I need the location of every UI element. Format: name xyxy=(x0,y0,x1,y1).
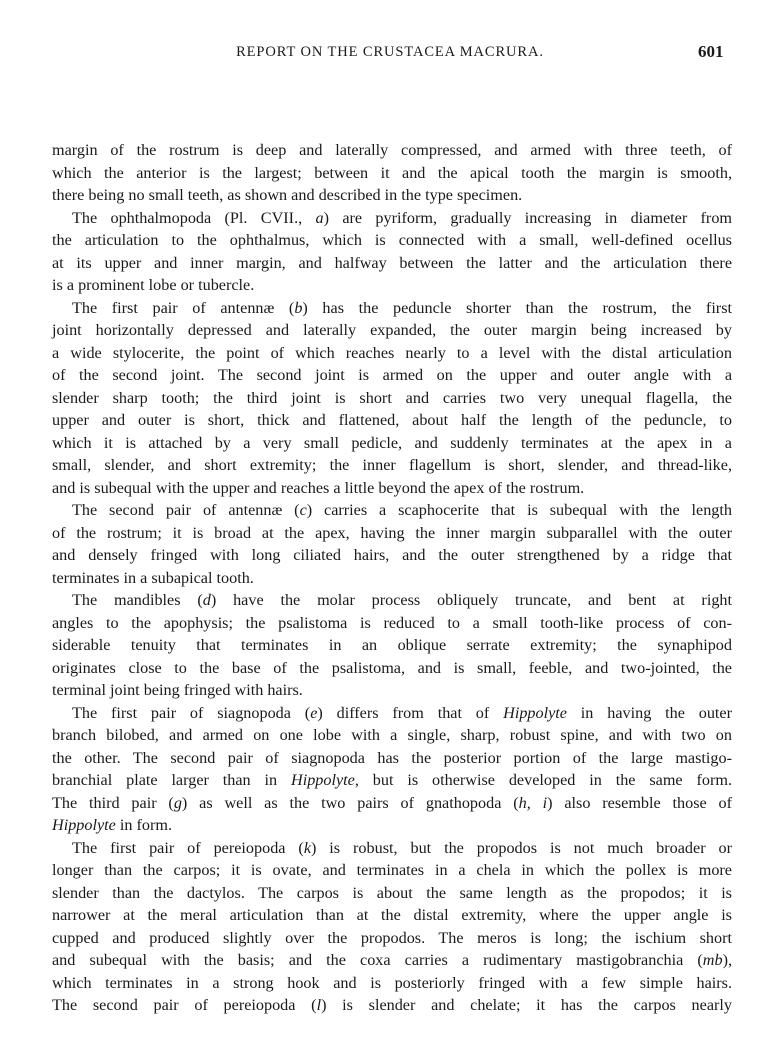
text-line xyxy=(52,792,732,815)
text-segment: ) carries a scaphocerite that is subequal with the length xyxy=(306,501,732,519)
text-line xyxy=(52,252,732,275)
italic-term: l xyxy=(316,996,322,1014)
text-segment: is a prominent lobe or tubercle. xyxy=(52,276,255,294)
text-line xyxy=(52,184,732,207)
text-line xyxy=(52,274,732,297)
text-line xyxy=(52,657,732,680)
italic-term: Hippolyte xyxy=(52,816,116,834)
text-segment: cupped and produced slightly over the propodos. The meros is long; the ischium short xyxy=(52,928,732,947)
text-segment: The first pair of pereiopoda ( xyxy=(72,838,304,857)
text-segment: of the rostrum; it is broad at the apex, having the inner margin subparallel with the outer xyxy=(52,523,732,542)
text-segment: and is subequal with the upper and reaches a little beyond the apex of the rostrum. xyxy=(52,478,585,497)
text-line xyxy=(52,162,732,185)
italic-term: mb xyxy=(702,951,723,969)
text-segment: ) are pyriform, gradually increasing in diameter from xyxy=(323,208,733,227)
text-segment: which terminates in a strong hook and is posteriorly fringed with a few simple hairs. xyxy=(52,973,732,992)
text-line xyxy=(52,859,732,882)
text-line xyxy=(52,319,732,342)
text-segment: of the second joint. The second joint is armed on the upper and outer angle with a xyxy=(52,366,732,384)
text-segment: The ophthalmopoda (Pl. CVII., xyxy=(72,208,316,227)
text-segment: small, slender, and short extremity; the inner flagellum is short, slender, and thread-like, xyxy=(52,456,732,474)
text-segment: a wide stylocerite, the point of which reaches nearly to a level with the distal articulation xyxy=(52,343,732,362)
text-line xyxy=(52,927,732,950)
text-line xyxy=(52,544,732,567)
text-line xyxy=(52,229,732,252)
text-segment: originates close to the base of the psalistoma, and is small, feeble, and two-jointed, the xyxy=(52,658,732,677)
text-segment: upper and outer is short, thick and flattened, about half the length of the peduncle, to xyxy=(52,411,732,429)
text-line xyxy=(52,207,732,230)
text-line xyxy=(52,522,732,545)
text-segment: , but is otherwise developed in the same form. xyxy=(354,771,733,789)
italic-term: h, i xyxy=(518,793,548,812)
text-line xyxy=(52,837,732,860)
text-line xyxy=(52,634,732,657)
text-segment: The first pair of antennæ ( xyxy=(72,298,295,317)
text-segment: the other. The second pair of siagnopoda has the posterior portion of the large mastigo- xyxy=(52,748,732,767)
text-segment: slender sharp tooth; the third joint is short and carries two very unequal flagella, the xyxy=(52,388,732,407)
text-segment: which the anterior is the largest; between it and the apical tooth the margin is smooth, xyxy=(52,163,732,182)
text-segment: branch bilobed, and armed on one lobe with a single, sharp, robust spine, and with two on xyxy=(52,726,732,744)
text-line xyxy=(52,567,732,590)
italic-term: Hippolyte xyxy=(291,771,355,789)
text-segment: ), xyxy=(722,951,732,969)
text-line xyxy=(52,994,732,1017)
text-line xyxy=(52,702,732,725)
text-line xyxy=(52,949,732,972)
text-line xyxy=(52,904,732,927)
text-line xyxy=(52,364,732,387)
text-segment: ) as well as the two pairs of gnathopoda ( xyxy=(181,793,519,812)
text-segment: The third pair ( xyxy=(52,793,174,812)
italic-term: b xyxy=(294,298,303,317)
italic-term: c xyxy=(299,501,307,519)
page-number: 601 xyxy=(698,42,724,61)
text-line xyxy=(52,477,732,500)
text-line xyxy=(52,724,732,747)
italic-term: Hippolyte xyxy=(503,703,567,722)
text-segment: there being no small teeth, as shown and described in the type specimen. xyxy=(52,186,523,204)
text-line xyxy=(52,882,732,905)
text-segment: terminates in a subapical tooth. xyxy=(52,568,254,587)
text-line xyxy=(52,297,732,320)
text-line xyxy=(52,589,732,612)
text-line xyxy=(52,972,732,995)
text-segment: terminal joint being fringed with hairs. xyxy=(52,681,303,699)
text-segment: in form. xyxy=(115,816,173,834)
text-line xyxy=(52,499,732,522)
italic-term: a xyxy=(315,208,324,227)
text-segment: branchial plate larger than in xyxy=(52,771,291,789)
text-line xyxy=(52,432,732,455)
text-line xyxy=(52,409,732,432)
text-segment: and subequal with the basis; and the coxa carries a rudimentary mastigobranchia ( xyxy=(52,951,703,969)
text-segment: The first pair of siagnopoda ( xyxy=(72,703,311,722)
text-line xyxy=(52,747,732,770)
text-segment: The second pair of antennæ ( xyxy=(72,501,300,519)
text-segment: siderable tenuity that terminates in an oblique serrate extremity; the synaphipod xyxy=(52,636,732,654)
text-segment: slender than the dactylos. The carpos is about the same length as the propodos; it is xyxy=(52,883,732,902)
text-segment: angles to the apophysis; the psalistoma is reduced to a small tooth-like process of con- xyxy=(52,613,732,632)
text-segment: ) have the molar process obliquely truncate, and bent at right xyxy=(210,591,732,609)
text-segment: joint horizontally depressed and laterally expanded, the outer margin being increased by xyxy=(52,321,732,339)
text-segment: ) also resemble those of xyxy=(547,793,733,812)
text-line xyxy=(52,139,732,162)
text-segment: narrower at the meral articulation than at the distal extremity, where the upper angle is xyxy=(52,906,732,924)
text-line xyxy=(52,769,732,792)
italic-term: k xyxy=(303,838,311,857)
text-line xyxy=(52,454,732,477)
text-line xyxy=(52,612,732,635)
text-segment: ) differs from that of xyxy=(317,703,504,722)
text-segment: longer than the carpos; it is ovate, and terminates in a chela in which the pollex is more xyxy=(52,861,732,879)
text-segment: ) is slender and chelate; it has the carpos nearly xyxy=(321,996,733,1014)
italic-term: g xyxy=(173,793,182,812)
italic-term: e xyxy=(310,703,318,722)
running-head: REPORT ON THE CRUSTACEA MACRURA. xyxy=(236,44,544,60)
text-segment: which it is attached by a very small pedicle, and suddenly terminates at the apex in a xyxy=(52,433,732,452)
text-segment: in having the outer xyxy=(566,703,732,722)
text-line xyxy=(52,342,732,365)
body-text xyxy=(52,139,732,1017)
text-line xyxy=(52,814,732,837)
text-segment: and densely fringed with long ciliated hairs, and the outer strengthened by a ridge that xyxy=(52,546,732,564)
italic-term: d xyxy=(202,591,211,609)
text-segment: at its upper and inner margin, and halfway between the latter and the articulation there xyxy=(52,253,732,272)
text-segment: margin of the rostrum is deep and laterally compressed, and armed with three teeth, of xyxy=(52,141,732,159)
text-segment: The second pair of pereiopoda ( xyxy=(52,996,317,1014)
text-segment: the articulation to the ophthalmus, which is connected with a small, well-defined ocellus xyxy=(52,231,732,249)
text-line xyxy=(52,679,732,702)
text-segment: The mandibles ( xyxy=(72,591,203,609)
text-segment: ) is robust, but the propodos is not much broader or xyxy=(311,838,732,857)
text-segment: ) has the peduncle shorter than the rostrum, the first xyxy=(302,298,732,317)
text-line xyxy=(52,387,732,410)
